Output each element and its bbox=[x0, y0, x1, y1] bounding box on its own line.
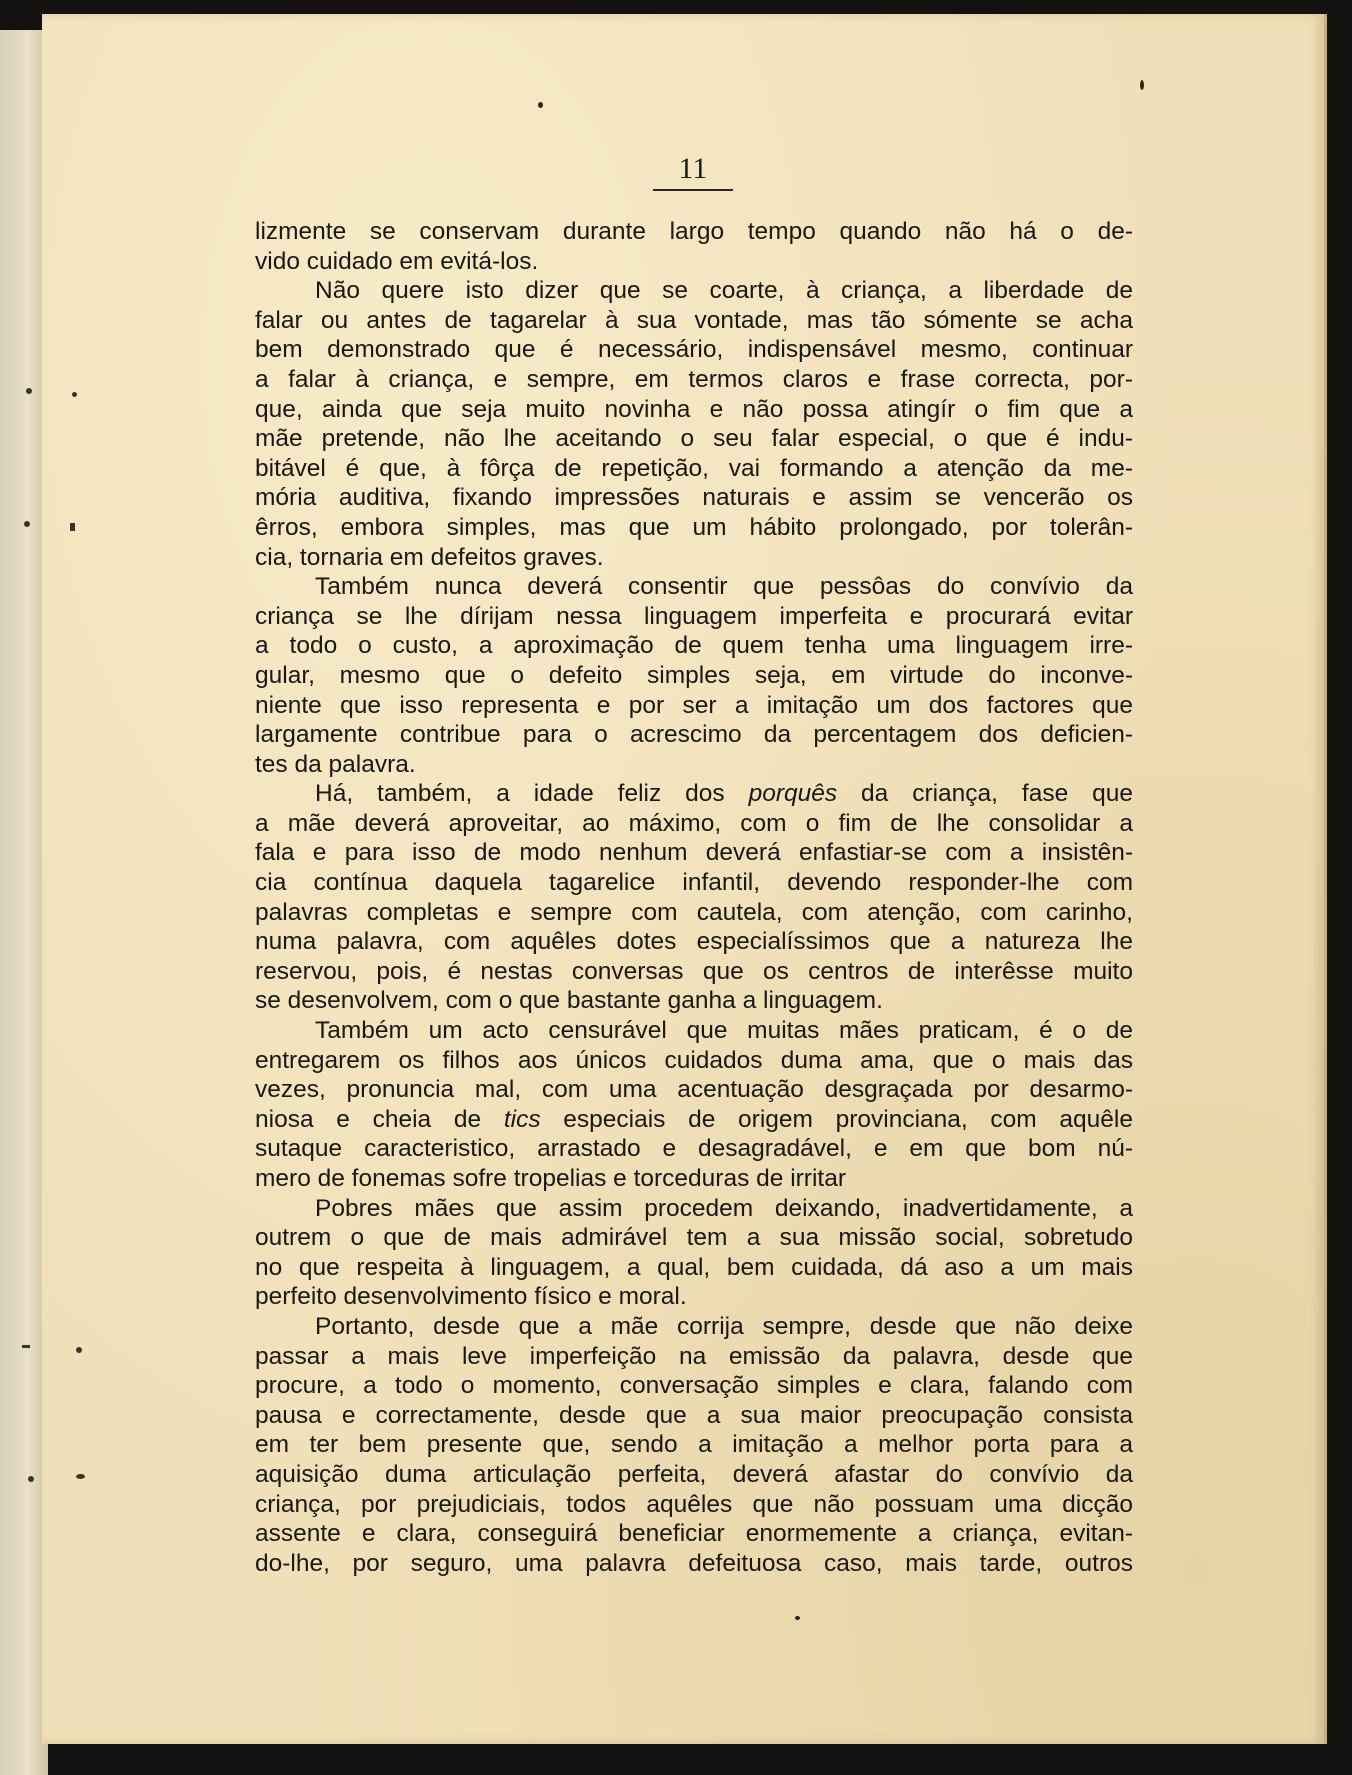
text-line bbox=[255, 365, 1133, 395]
text-segment: a todo o custo, a aproximação de quem tenha uma linguagem irre- bbox=[255, 632, 1133, 660]
text-segment: largamente contribue para o acrescimo da percentagem dos deficien- bbox=[255, 721, 1133, 749]
text-line bbox=[255, 513, 1133, 543]
body-text bbox=[255, 217, 1133, 1578]
text-line bbox=[255, 779, 1133, 809]
text-segment: Pobres mães que assim procedem deixando, inadvertidamente, a bbox=[315, 1194, 1133, 1222]
text-segment: procure, a todo o momento, conversação simples e clara, falando com bbox=[255, 1372, 1133, 1400]
text-segment: perfeito desenvolvimento físico e moral. bbox=[255, 1283, 687, 1311]
text-line bbox=[255, 809, 1133, 839]
text-line bbox=[255, 631, 1133, 661]
text-line bbox=[255, 868, 1133, 898]
text-segment: cia contínua daquela tagarelice infantil, devendo responder-lhe com bbox=[255, 869, 1133, 897]
text-segment: tes da palavra. bbox=[255, 750, 416, 778]
text-line bbox=[255, 247, 1133, 277]
text-line bbox=[255, 306, 1133, 336]
text-line bbox=[255, 602, 1133, 632]
text-line bbox=[255, 543, 1133, 573]
margin-mark bbox=[70, 523, 75, 531]
text-segment: assente e clara, conseguirá beneficiar enormemente a criança, evitan- bbox=[255, 1520, 1133, 1548]
page-number: 11 bbox=[678, 152, 708, 185]
text-line bbox=[255, 1490, 1133, 1520]
ink-speck bbox=[538, 102, 543, 108]
text-line bbox=[255, 957, 1133, 987]
text-segment: aquisição duma articulação perfeita, deverá afastar do convívio da bbox=[255, 1460, 1133, 1488]
text-line bbox=[255, 1282, 1133, 1312]
text-line bbox=[255, 454, 1133, 484]
text-segment: niosa e cheia de bbox=[255, 1105, 504, 1133]
margin-mark bbox=[26, 388, 32, 394]
text-segment: se desenvolvem, com o que bastante ganha a linguagem. bbox=[255, 987, 883, 1015]
text-segment: lizmente se conservam durante largo tempo quando não há o de- bbox=[255, 218, 1133, 245]
text-line bbox=[255, 276, 1133, 306]
text-segment: especiais de origem provinciana, com aquêle bbox=[540, 1105, 1133, 1133]
text-line bbox=[255, 1549, 1133, 1579]
text-line bbox=[255, 1401, 1133, 1431]
margin-mark bbox=[76, 1347, 82, 1353]
text-segment: numa palavra, com aquêles dotes especialíssimos que a natureza lhe bbox=[255, 928, 1133, 956]
text-segment: Portanto, desde que a mãe corrija sempre, desde que não deixe bbox=[315, 1312, 1133, 1340]
margin-mark bbox=[24, 521, 30, 527]
text-segment: êrros, embora simples, mas que um hábito prolongado, por tolerân- bbox=[255, 513, 1133, 541]
text-line bbox=[255, 1430, 1133, 1460]
text-segment: outrem o que de mais admirável tem a sua missão social, sobretudo bbox=[255, 1224, 1133, 1252]
margin-mark bbox=[72, 392, 77, 397]
margin-mark bbox=[76, 1474, 85, 1479]
text-line bbox=[255, 1342, 1133, 1372]
text-segment: mero de fonemas sofre tropelias e torceduras de irritar bbox=[255, 1165, 846, 1192]
text-line bbox=[255, 927, 1133, 957]
text-line bbox=[255, 483, 1133, 513]
text-line bbox=[255, 898, 1133, 928]
text-segment: cia, tornaria em defeitos graves. bbox=[255, 543, 604, 571]
text-segment: vido cuidado em evitá-los. bbox=[255, 247, 539, 275]
text-line bbox=[255, 1460, 1133, 1490]
text-line bbox=[255, 691, 1133, 721]
ink-speck bbox=[1140, 80, 1144, 90]
italic-term: porquês bbox=[748, 780, 838, 808]
text-line bbox=[255, 1223, 1133, 1253]
text-segment: bem demonstrado que é necessário, indispensável mesmo, continuar bbox=[255, 336, 1133, 364]
text-segment: Também um acto censurável que muitas mães praticam, é o de bbox=[315, 1017, 1133, 1045]
text-line bbox=[255, 1075, 1133, 1105]
previous-page-edge bbox=[0, 30, 48, 1775]
text-line bbox=[255, 1164, 1133, 1194]
text-segment: criança se lhe dírijam nessa linguagem imperfeita e procurará evitar bbox=[255, 602, 1133, 630]
text-segment: mória auditiva, fixando impressões naturais e assim se vencerão os bbox=[255, 484, 1133, 512]
text-line bbox=[255, 838, 1133, 868]
ink-speck bbox=[795, 1616, 800, 1620]
text-line bbox=[255, 1371, 1133, 1401]
text-segment: Também nunca deverá consentir que pessôas do convívio da bbox=[315, 573, 1133, 601]
italic-term: tics bbox=[503, 1105, 541, 1133]
margin-mark bbox=[28, 1476, 34, 1482]
text-segment: pausa e correctamente, desde que a sua maior preocupação consista bbox=[255, 1401, 1133, 1429]
text-line bbox=[255, 335, 1133, 365]
text-line bbox=[255, 986, 1133, 1016]
text-segment: niente que isso representa e por ser a imitação um dos factores que bbox=[255, 691, 1133, 719]
text-segment: em ter bem presente que, sendo a imitação a melhor porta para a bbox=[255, 1431, 1133, 1459]
text-segment: mãe pretende, não lhe aceitando o seu falar especial, o que é indu- bbox=[255, 425, 1133, 453]
book-page bbox=[42, 14, 1327, 1744]
page-number-rule bbox=[653, 189, 733, 191]
text-segment: vezes, pronuncia mal, com uma acentuação desgraçada por desarmo- bbox=[255, 1076, 1133, 1104]
text-segment: que, ainda que seja muito novinha e não possa atingír o fim que a bbox=[255, 395, 1133, 423]
text-segment: palavras completas e sempre com cautela, com atenção, com carinho, bbox=[255, 898, 1133, 926]
text-segment: sutaque caracteristico, arrastado e desagradável, e em que bom nú- bbox=[255, 1135, 1133, 1163]
text-line bbox=[255, 720, 1133, 750]
text-line bbox=[255, 1253, 1133, 1283]
text-segment: entregarem os filhos aos únicos cuidados duma ama, que o mais das bbox=[255, 1046, 1133, 1074]
text-line bbox=[255, 1046, 1133, 1076]
text-segment: passar a mais leve imperfeição na emissão da palavra, desde que bbox=[255, 1342, 1133, 1370]
text-segment: da criança, fase que bbox=[837, 780, 1133, 808]
text-line bbox=[255, 661, 1133, 691]
text-line bbox=[255, 395, 1133, 425]
text-segment: a falar à criança, e sempre, em termos claros e frase correcta, por- bbox=[255, 365, 1133, 393]
text-line bbox=[255, 1312, 1133, 1342]
text-segment: no que respeita à linguagem, a qual, bem cuidada, dá aso a um mais bbox=[255, 1253, 1133, 1281]
text-segment: Não quere isto dizer que se coarte, à criança, a liberdade de bbox=[315, 277, 1133, 305]
text-segment: Há, também, a idade feliz dos bbox=[315, 780, 749, 808]
text-segment: gular, mesmo que o defeito simples seja, em virtude do inconve- bbox=[255, 661, 1133, 689]
text-segment: criança, por prejudiciais, todos aquêles que não possuam uma dicção bbox=[255, 1490, 1133, 1518]
text-segment: falar ou antes de tagarelar à sua vontade, mas tão sómente se acha bbox=[255, 306, 1133, 334]
text-line bbox=[255, 1016, 1133, 1046]
text-line bbox=[255, 1105, 1133, 1135]
text-segment: bitável é que, à fôrça de repetição, vai formando a atenção da me- bbox=[255, 454, 1133, 482]
text-line bbox=[255, 572, 1133, 602]
text-segment: do-lhe, por seguro, uma palavra defeituosa caso, mais tarde, outros bbox=[255, 1549, 1133, 1577]
text-line bbox=[255, 217, 1133, 247]
text-segment: reservou, pois, é nestas conversas que os centros de interêsse muito bbox=[255, 957, 1133, 985]
text-segment: fala e para isso de modo nenhum deverá enfastiar-se com a insistên- bbox=[255, 839, 1133, 867]
text-line bbox=[255, 1194, 1133, 1224]
text-line bbox=[255, 750, 1133, 780]
text-line bbox=[255, 1134, 1133, 1164]
text-segment: a mãe deverá aproveitar, ao máximo, com o fim de lhe consolidar a bbox=[255, 809, 1133, 837]
text-line bbox=[255, 1519, 1133, 1549]
text-line bbox=[255, 424, 1133, 454]
margin-mark bbox=[22, 1345, 30, 1348]
